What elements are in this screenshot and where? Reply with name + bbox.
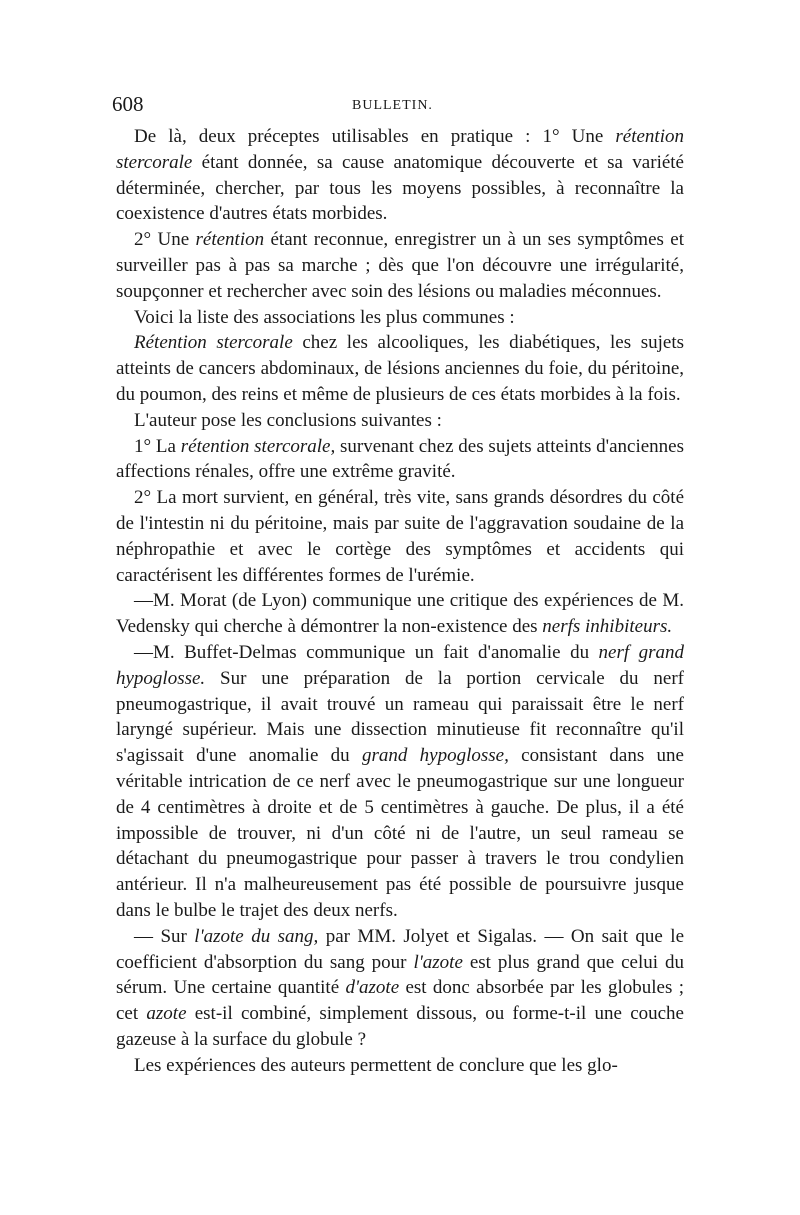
text-run: est donc absorbée par les globules ; cet [116,977,684,1025]
text-run: étant reconnue, enregistrer un à un ses symptômes et surveiller pas à pas sa marche ; dès que l'on découvre une irrégularité, soupçonner et rechercher avec soin des lésions ou maladies méconnues. [116,229,684,302]
text-run: chez les alcooliques, les diabétiques, les sujets atteints de cancers abdominaux, de lésions anciennes du foie, du péritoine, du poumon, des reins et même de plusieurs de ces états morbides à la fois. [116,332,684,405]
text-run: —M. Buffet-Delmas communique un fait d'anomalie du [134,641,599,663]
text-run: Voici la liste des associations les plus communes : [134,306,515,328]
text-run: est-il combiné, simplement dissous, ou forme-t-il une couche gazeuse à la surface du globule ? [116,1003,684,1050]
text-run: est plus grand que celui du sérum. Une certaine quantité [116,951,684,999]
text-run: —M. Morat (de Lyon) communique une critique des expériences de M. Vedensky qui cherche à démontrer la non-existence des [116,590,684,638]
italic-run: grand hypoglosse, [361,745,509,767]
italic-run: azote [146,1003,187,1025]
text-run: 2° Une [134,229,196,251]
text-run: 1° La [134,435,181,457]
italic-run: rétention stercorale [116,126,684,173]
italic-run: rétention stercorale, [180,435,336,457]
paragraph [116,408,684,434]
text-run: étant donnée, sa cause anatomique découverte et sa variété déterminée, chercher, par tous les moyens possibles, à reconnaître la coexistence d'autres états morbides. [116,151,684,225]
paragraph [116,330,684,407]
running-title: BULLETIN. [352,98,433,113]
paragraph [116,227,684,304]
italic-run: nerfs inhibiteurs. [542,616,673,638]
paragraph [116,124,684,227]
paragraph [116,305,684,331]
paragraph [116,485,684,588]
paragraph [116,640,684,924]
text-run: L'auteur pose les conclusions suivantes : [134,409,442,431]
paragraph [116,588,684,640]
italic-run: rétention [195,229,265,251]
paragraph [116,1053,684,1079]
text-run: consistant dans une véritable intrication de ce nerf avec le pneumogastrique sur une longueur de 4 centimètres à droite et de 5 centimètres à gauche. De plus, il a été impossible de trouver, ni d'un côté ni de l'autre, un seul rameau se détachant du pneumogastrique pour passer à travers le trou condylien antérieur. Il n'a malheureusement pas été possible de poursuivre jusque dans le bulbe le trajet des deux nerfs. [116,745,684,921]
page-header [112,92,688,118]
paragraph [116,924,684,1053]
text-run: Sur une préparation de la portion cervicale du nerf pneumogastrique, il avait trouvé un rameau qui paraissait être le nerf laryngé supérieur. Mais une dissection minutieuse fit reconnaître qu'il s'agissait d'une anomalie du [116,667,684,767]
text-run: — Sur [134,925,195,947]
page-body [116,124,684,1078]
text-run: De là, deux préceptes utilisables en pratique : 1° Une [134,126,616,147]
italic-run: l'azote du sang, [194,925,319,947]
text-run: 2° La mort survient, en général, très vite, sans grands désordres du côté de l'intestin ni du péritoine, mais par suite de l'aggravation soudaine de la néphropathie et avec le cortège des symptômes et accidents qui caractérisent les différentes formes de l'urémie. [116,487,684,586]
text-run: par MM. Jolyet et Sigalas. — On sait que le coefficient d'absorption du sang pour [116,925,685,973]
italic-run: d'azote [345,977,400,999]
text-run: Les expériences des auteurs permettent de conclure que les glo- [134,1054,618,1076]
italic-run: l'azote [413,951,463,973]
italic-run: Rétention stercorale [134,332,293,354]
paragraph [116,434,684,486]
text-run: survenant chez des sujets atteints d'anciennes affections rénales, offre une extrême gravité. [116,435,685,483]
page-number: 608 [112,92,144,116]
italic-run: nerf grand hypoglosse. [116,641,684,689]
